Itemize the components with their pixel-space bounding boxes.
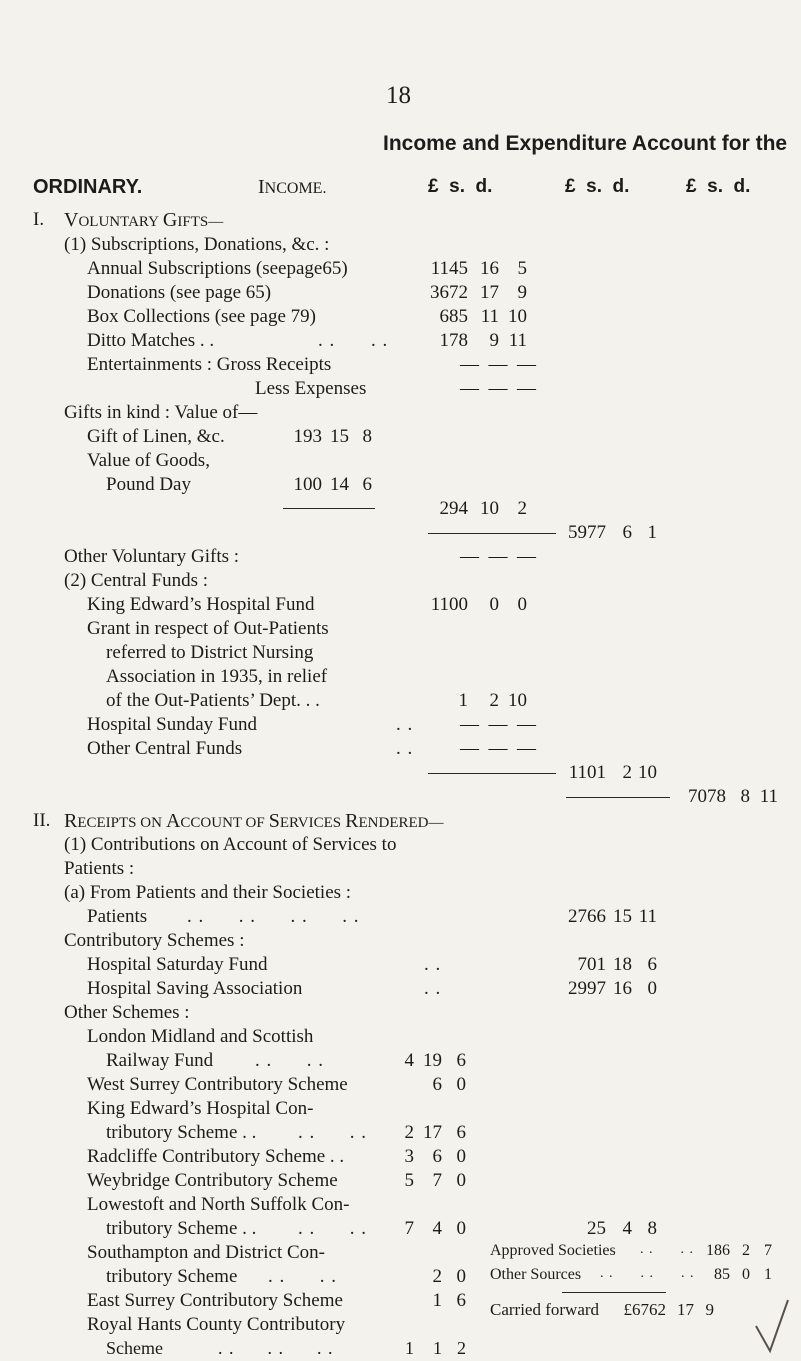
page-title: Income and Expenditure Account for the (383, 132, 788, 155)
lms-pence: 6 (456, 1050, 466, 1071)
weybridge-pence: 0 (456, 1170, 466, 1191)
carried-forward-label: Carried forward (490, 1300, 600, 1319)
check-mark-icon (752, 1296, 792, 1356)
radcliffe-shillings: 6 (432, 1146, 442, 1167)
saving-association-pence: 0 (647, 978, 657, 999)
subscriptions-total-rule (428, 533, 556, 534)
gifts-in-kind-heading: Gifts in kind : Value of— (64, 402, 258, 423)
weybridge-label: Weybridge Contributory Scheme (87, 1170, 338, 1191)
gifts-in-kind-rule (283, 508, 375, 509)
approved-societies-label: Approved Societies (490, 1242, 616, 1259)
donations-pence: 9 (517, 282, 527, 303)
lowestoft-shillings: 4 (432, 1218, 442, 1239)
pound-day-label: Pound Day (106, 474, 191, 495)
lowestoft-line-2: tributory Scheme . . (106, 1218, 257, 1239)
southampton-pence: 0 (456, 1266, 466, 1287)
voluntary-subtotal-shillings: 6 (622, 522, 632, 543)
contributory-schemes-heading: Contributory Schemes : (64, 930, 245, 951)
saving-association-pounds: 2997 (568, 978, 606, 999)
central-total-rule (428, 773, 556, 774)
saturday-fund-dots: . . (424, 954, 442, 975)
king-scheme-dots: . . . . (298, 1122, 367, 1143)
lowestoft-pence: 0 (456, 1218, 466, 1239)
other-central-dash: — — — (460, 738, 536, 759)
other-schemes-heading: Other Schemes : (64, 1002, 190, 1023)
section-2-roman: II. (33, 810, 51, 831)
donations-shillings: 17 (480, 282, 499, 303)
king-scheme-shillings: 17 (423, 1122, 442, 1143)
pound-day-shillings: 14 (330, 474, 349, 495)
central-total-pence: 10 (638, 762, 657, 783)
lms-dots: . . . . (255, 1050, 324, 1071)
carried-forward-pounds: £6762 (623, 1300, 666, 1319)
other-voluntary-dash: — — — (460, 546, 536, 567)
patients-pence: 11 (638, 906, 657, 927)
royal-hants-dots: . . . . . . (218, 1338, 334, 1358)
other-schemes-total-shillings: 4 (622, 1218, 632, 1239)
less-expenses-label: Less Expenses (255, 378, 367, 399)
radcliffe-label: Radcliffe Contributory Scheme . . (87, 1146, 345, 1167)
central-total-pounds: 1101 (568, 762, 606, 783)
king-edward-fund-pounds: 1100 (430, 594, 468, 615)
other-sources-shillings: 0 (742, 1266, 750, 1283)
lms-shillings: 19 (423, 1050, 442, 1071)
patients-dots: . . . . . . . . (187, 906, 360, 927)
radcliffe-pounds: 3 (404, 1146, 414, 1167)
section-2-title: RECEIPTS ON ACCOUNT OF SERVICES RENDERED— (64, 810, 444, 832)
grant-pounds: 1 (458, 690, 468, 711)
royal-hants-shillings: 1 (433, 1338, 442, 1358)
hospital-sunday-dash: — — — (460, 714, 536, 735)
radcliffe-pence: 0 (456, 1146, 466, 1167)
other-sources-pence: 1 (764, 1266, 772, 1283)
other-sources-pounds: 85 (714, 1266, 730, 1283)
donations-pounds: 3672 (430, 282, 468, 303)
west-surrey-shillings: 6 (432, 1074, 442, 1095)
weybridge-shillings: 7 (432, 1170, 442, 1191)
carried-forward-shillings: 17 (677, 1300, 694, 1319)
king-edward-fund-pence: 0 (517, 594, 527, 615)
voluntary-total-pence: 11 (759, 786, 778, 807)
approved-societies-pounds: 186 (706, 1242, 730, 1259)
income-heading: INCOME. (258, 176, 327, 198)
east-surrey-label: East Surrey Contributory Scheme (87, 1290, 343, 1311)
gifts-total-shillings: 10 (480, 498, 499, 519)
lowestoft-dots: . . . . (298, 1218, 367, 1239)
other-sources-label: Other Sources (490, 1266, 582, 1283)
approved-societies-shillings: 2 (742, 1242, 750, 1259)
patients-label: Patients (87, 906, 148, 927)
southampton-line-1: Southampton and District Con- (87, 1242, 326, 1263)
saving-association-shillings: 16 (613, 978, 632, 999)
contributions-line-2: Patients : (64, 858, 135, 879)
west-surrey-pence: 0 (456, 1074, 466, 1095)
king-scheme-pence: 6 (456, 1122, 466, 1143)
saturday-fund-label: Hospital Saturday Fund (87, 954, 268, 975)
section-1-title: VOLUNTARY GIFTS— (64, 209, 224, 231)
matches-pence: 11 (508, 330, 527, 351)
king-scheme-line-1: King Edward’s Hospital Con- (87, 1098, 314, 1119)
lms-line-1: London Midland and Scottish (87, 1026, 314, 1047)
other-central-dots: . . (396, 738, 414, 759)
king-scheme-pounds: 2 (404, 1122, 414, 1143)
matches-dots-2: . . (371, 330, 389, 351)
hospital-sunday-label: Hospital Sunday Fund (87, 714, 257, 735)
annual-subscriptions-shillings: 16 (480, 258, 499, 279)
approved-societies-dots: . . . . (640, 1242, 694, 1257)
patients-pounds: 2766 (568, 906, 606, 927)
southampton-dots: . . . . (268, 1266, 337, 1287)
column-heading-3: £ s. d. (686, 176, 751, 197)
carried-forward-pence: 9 (705, 1300, 714, 1319)
section-1-roman: I. (33, 209, 45, 230)
annual-subscriptions-pounds: 1145 (430, 258, 468, 279)
other-sources-dots: . . . . . . (600, 1266, 695, 1281)
from-patients-heading: (a) From Patients and their Societies : (64, 882, 352, 903)
grand-total-rule (566, 797, 670, 798)
east-surrey-pence: 6 (456, 1290, 466, 1311)
box-collections-label: Box Collections (see page 79) (87, 306, 317, 327)
other-schemes-total-pounds: 25 (587, 1218, 606, 1239)
gifts-total-pence: 2 (517, 498, 527, 519)
east-surrey-shillings: 1 (432, 1290, 442, 1311)
gifts-total-pounds: 294 (439, 498, 468, 519)
saving-association-label: Hospital Saving Association (87, 978, 303, 999)
matches-label: Ditto Matches . . (87, 330, 215, 351)
lowestoft-pounds: 7 (404, 1218, 414, 1239)
grant-line-2: referred to District Nursing (106, 642, 314, 663)
grant-shillings: 2 (489, 690, 499, 711)
annual-subscriptions-pence: 5 (517, 258, 527, 279)
voluntary-subtotal-pounds: 5977 (568, 522, 606, 543)
royal-hants-line-1: Royal Hants County Contributory (87, 1314, 346, 1335)
pound-day-pounds: 100 (293, 474, 322, 495)
king-edward-fund-shillings: 0 (489, 594, 499, 615)
lms-pounds: 4 (404, 1050, 414, 1071)
royal-hants-pounds: 1 (405, 1338, 414, 1358)
hospital-sunday-dots: . . (396, 714, 414, 735)
section-heading: ORDINARY. (33, 176, 143, 198)
other-voluntary-label: Other Voluntary Gifts : (64, 546, 240, 567)
contributions-line-1: (1) Contributions on Account of Services to (64, 834, 397, 855)
central-funds-heading: (2) Central Funds : (64, 570, 209, 591)
king-edward-fund-label: King Edward’s Hospital Fund (87, 594, 315, 615)
saturday-fund-pounds: 701 (577, 954, 606, 975)
other-central-label: Other Central Funds (87, 738, 243, 759)
southampton-line-2: tributory Scheme (106, 1266, 238, 1287)
other-schemes-total-pence: 8 (647, 1218, 657, 1239)
west-surrey-label: West Surrey Contributory Scheme (87, 1074, 348, 1095)
matches-pounds: 178 (439, 330, 468, 351)
voluntary-total-pounds: 7078 (688, 786, 726, 807)
voluntary-total-shillings: 8 (740, 786, 750, 807)
linen-pounds: 193 (293, 426, 322, 447)
central-total-shillings: 2 (622, 762, 632, 783)
saturday-fund-shillings: 18 (613, 954, 632, 975)
page-number: 18 (386, 82, 411, 109)
linen-pence: 8 (362, 426, 372, 447)
royal-hants-pence: 2 (457, 1338, 466, 1358)
lms-line-2: Railway Fund (106, 1050, 214, 1071)
linen-label: Gift of Linen, &c. (87, 426, 225, 447)
patients-shillings: 15 (613, 906, 632, 927)
saturday-fund-pence: 6 (647, 954, 657, 975)
matches-shillings: 9 (489, 330, 499, 351)
subscriptions-heading: (1) Subscriptions, Donations, &c. : (64, 234, 330, 255)
king-scheme-line-2: tributory Scheme . . (106, 1122, 257, 1143)
donations-label: Donations (see page 65) (87, 282, 272, 303)
grant-line-4: of the Out-Patients’ Dept. . . (106, 690, 320, 711)
goods-label: Value of Goods, (87, 450, 210, 471)
linen-shillings: 15 (330, 426, 349, 447)
box-collections-pounds: 685 (439, 306, 468, 327)
entertainments-dash: — — — (460, 354, 536, 375)
lowestoft-line-1: Lowestoft and North Suffolk Con- (87, 1194, 350, 1215)
southampton-shillings: 2 (432, 1266, 442, 1287)
approved-societies-pence: 7 (764, 1242, 772, 1259)
column-heading-2: £ s. d. (565, 176, 630, 197)
entertainments-label: Entertainments : Gross Receipts (87, 354, 332, 375)
box-collections-pence: 10 (508, 306, 527, 327)
annual-subscriptions-label: Annual Subscriptions (seepage65) (87, 258, 348, 279)
matches-dots-1: . . (318, 330, 336, 351)
pound-day-pence: 6 (362, 474, 372, 495)
grant-line-1: Grant in respect of Out-Patients (87, 618, 329, 639)
royal-hants-line-2: Scheme (106, 1338, 163, 1358)
voluntary-subtotal-pence: 1 (647, 522, 657, 543)
weybridge-pounds: 5 (404, 1170, 414, 1191)
grant-pence: 10 (508, 690, 527, 711)
less-expenses-dash: — — — (460, 378, 536, 399)
grant-line-3: Association in 1935, in relief (106, 666, 328, 687)
box-collections-shillings: 11 (480, 306, 499, 327)
carried-forward-rule (562, 1292, 666, 1293)
column-heading-1: £ s. d. (428, 176, 493, 197)
saving-association-dots: . . (424, 978, 442, 999)
